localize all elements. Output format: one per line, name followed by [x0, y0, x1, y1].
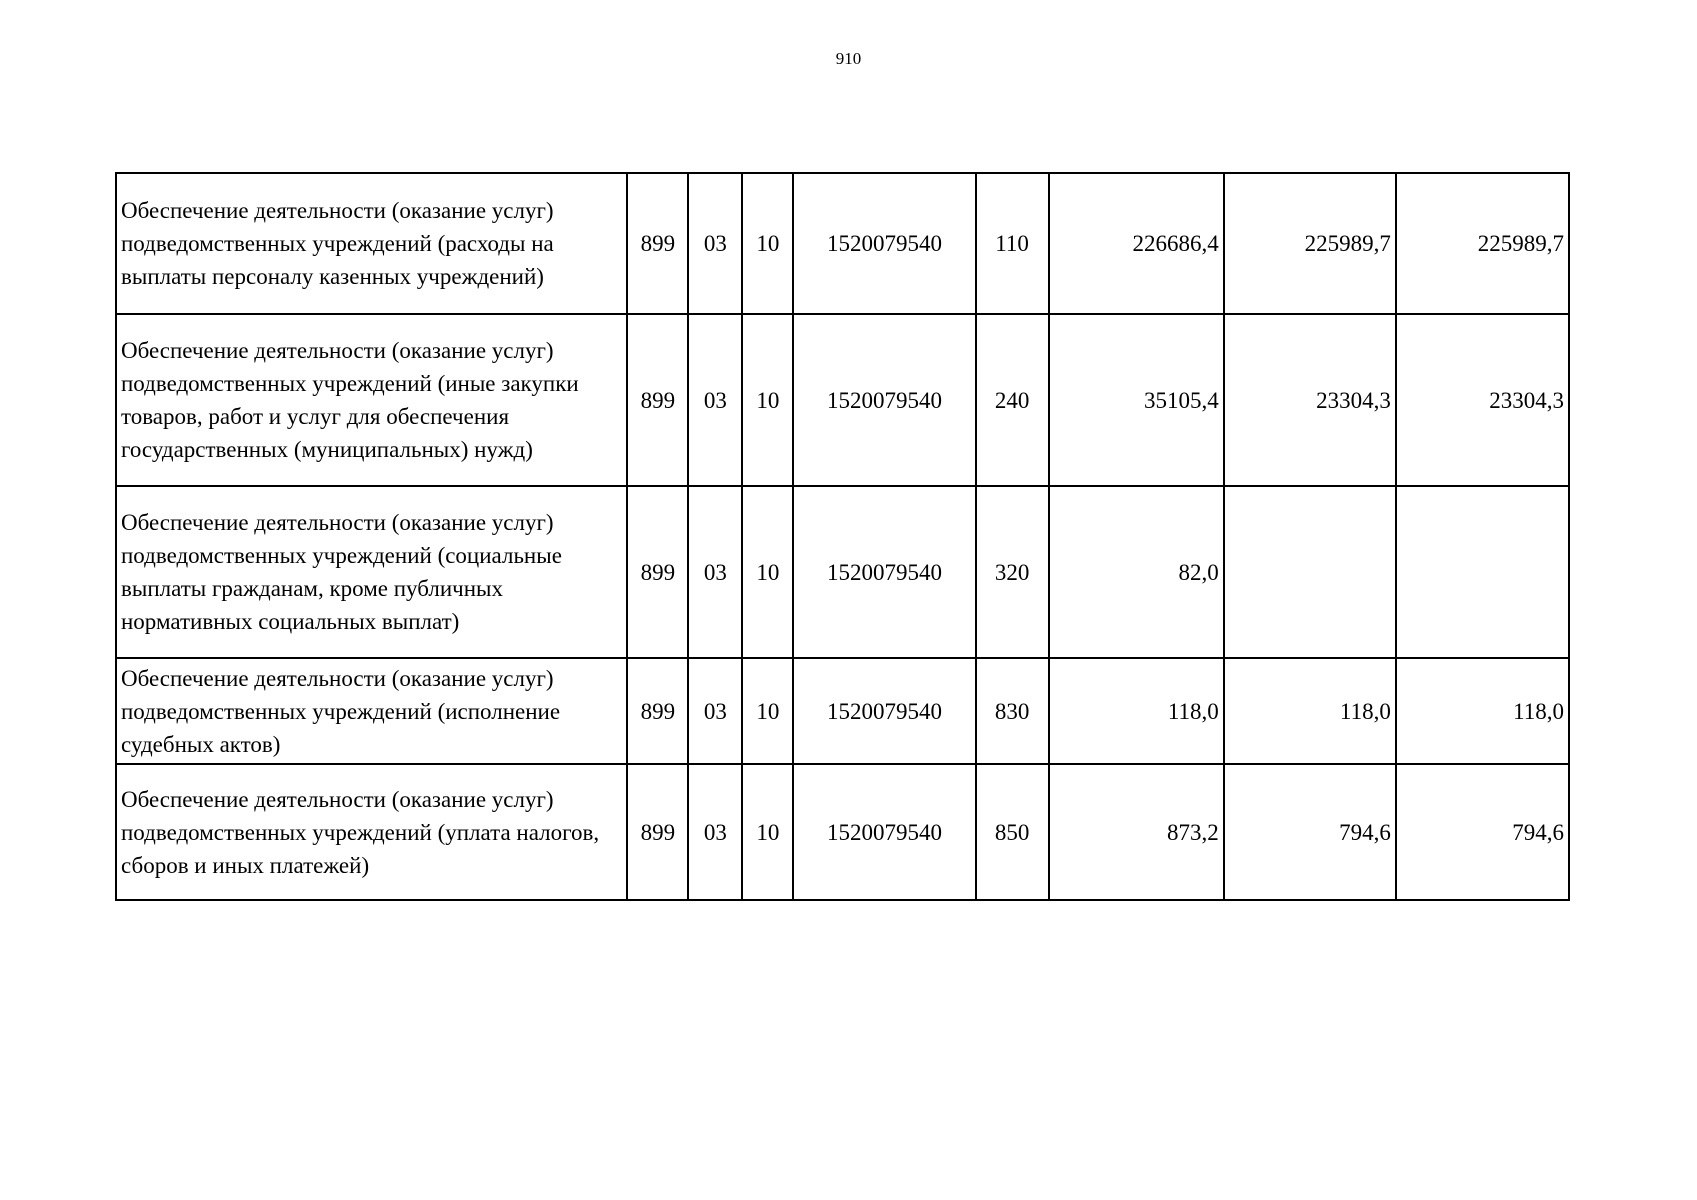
expense-name-cell: Обеспечение деятельности (оказание услуг) подведомственных учреждений (иные закупки товаров, работ и услуг для обеспечения государственных (муниципальных) нужд) [116, 314, 627, 486]
amount-1-cell: 82,0 [1049, 486, 1224, 658]
table-row [116, 658, 1569, 764]
ved-code-cell: 899 [627, 314, 688, 486]
page-number: 910 [835, 49, 862, 68]
ved-code-cell: 899 [627, 764, 688, 900]
budget-table [115, 172, 1570, 901]
section-code-cell: 03 [688, 173, 742, 314]
target-article-cell: 1520079540 [793, 486, 975, 658]
amount-3-cell: 118,0 [1396, 658, 1569, 764]
amount-1-cell: 226686,4 [1049, 173, 1224, 314]
section-code-cell: 03 [688, 658, 742, 764]
expense-type-cell: 110 [976, 173, 1049, 314]
subsection-code-cell: 10 [742, 658, 793, 764]
expense-name-cell: Обеспечение деятельности (оказание услуг) подведомственных учреждений (исполнение судебных актов) [116, 658, 627, 764]
expense-type-cell: 320 [976, 486, 1049, 658]
subsection-code-cell: 10 [742, 314, 793, 486]
ved-code-cell: 899 [627, 658, 688, 764]
ved-code-cell: 899 [627, 173, 688, 314]
table-row [116, 764, 1569, 900]
expense-type-cell: 240 [976, 314, 1049, 486]
ved-code-cell: 899 [627, 486, 688, 658]
target-article-cell: 1520079540 [793, 658, 975, 764]
expense-name-cell: Обеспечение деятельности (оказание услуг) подведомственных учреждений (социальные выплаты гражданам, кроме публичных нормативных социальных выплат) [116, 486, 627, 658]
section-code-cell: 03 [688, 314, 742, 486]
subsection-code-cell: 10 [742, 486, 793, 658]
expense-name-cell: Обеспечение деятельности (оказание услуг) подведомственных учреждений (уплата налогов, сборов и иных платежей) [116, 764, 627, 900]
expense-name-cell: Обеспечение деятельности (оказание услуг) подведомственных учреждений (расходы на выплаты персоналу казенных учреждений) [116, 173, 627, 314]
amount-3-cell: 794,6 [1396, 764, 1569, 900]
amount-1-cell: 118,0 [1049, 658, 1224, 764]
section-code-cell: 03 [688, 764, 742, 900]
table-row [116, 486, 1569, 658]
target-article-cell: 1520079540 [793, 314, 975, 486]
expense-type-cell: 850 [976, 764, 1049, 900]
amount-1-cell: 873,2 [1049, 764, 1224, 900]
expense-type-cell: 830 [976, 658, 1049, 764]
amount-2-cell: 794,6 [1224, 764, 1396, 900]
amount-3-cell [1396, 486, 1569, 658]
table-row [116, 314, 1569, 486]
amount-1-cell: 35105,4 [1049, 314, 1224, 486]
table-row [116, 173, 1569, 314]
amount-2-cell: 225989,7 [1224, 173, 1396, 314]
amount-3-cell: 225989,7 [1396, 173, 1569, 314]
target-article-cell: 1520079540 [793, 764, 975, 900]
target-article-cell: 1520079540 [793, 173, 975, 314]
subsection-code-cell: 10 [742, 173, 793, 314]
amount-3-cell: 23304,3 [1396, 314, 1569, 486]
amount-2-cell: 23304,3 [1224, 314, 1396, 486]
section-code-cell: 03 [688, 486, 742, 658]
amount-2-cell: 118,0 [1224, 658, 1396, 764]
subsection-code-cell: 10 [742, 764, 793, 900]
amount-2-cell [1224, 486, 1396, 658]
